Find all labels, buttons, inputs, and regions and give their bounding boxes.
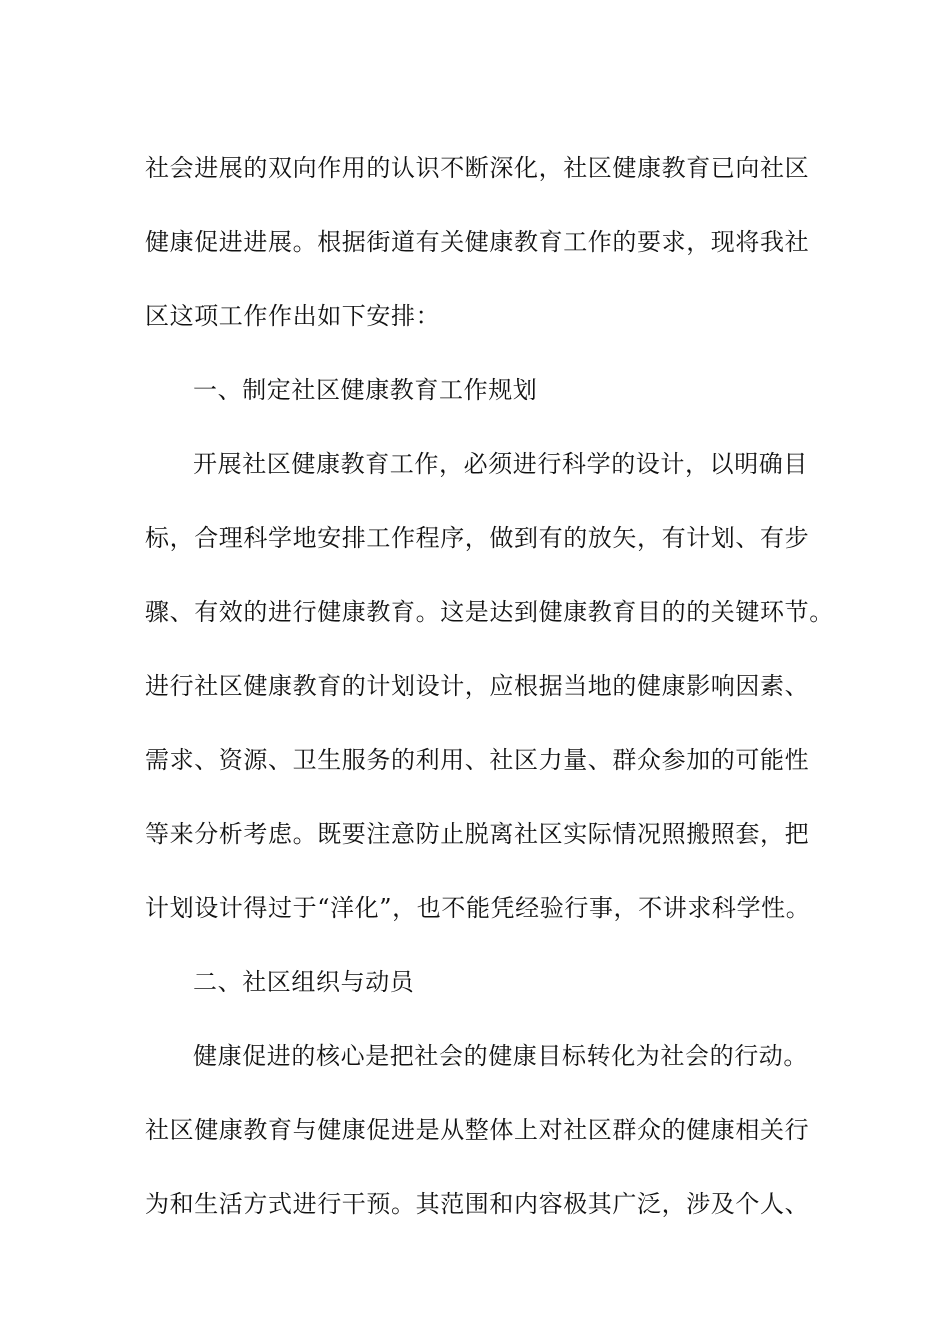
text-line: 计划设计得过于“洋化”，也不能凭经验行事，不讲求科学性。 <box>145 894 811 922</box>
text-line: 开展社区健康教育工作，必须进行科学的设计，以明确目 <box>193 450 808 478</box>
text-line: 社区健康教育与健康促进是从整体上对社区群众的健康相关行 <box>145 1116 810 1144</box>
text-line: 健康促进的核心是把社会的健康目标转化为社会的行动。 <box>193 1042 808 1070</box>
section-heading: 一、制定社区健康教育工作规划 <box>193 376 538 404</box>
text-line: 区这项工作作出如下安排： <box>145 302 441 330</box>
text-line: 等来分析考虑。既要注意防止脱离社区实际情况照搬照套，把 <box>145 820 810 848</box>
text-line: 进行社区健康教育的计划设计，应根据当地的健康影响因素、 <box>145 672 810 700</box>
text-line: 健康促进进展。根据街道有关健康教育工作的要求，现将我社 <box>145 228 810 256</box>
text-line: 骤、有效的进行健康教育。这是达到健康教育目的的关键环节。 <box>145 598 834 626</box>
text-line: 社会进展的双向作用的认识不断深化，社区健康教育已向社区 <box>145 154 810 182</box>
text-line: 标，合理科学地安排工作程序，做到有的放矢，有计划、有步 <box>145 524 810 552</box>
section-heading: 二、社区组织与动员 <box>193 968 415 996</box>
text-line: 为和生活方式进行干预。其范围和内容极其广泛，涉及个人、 <box>145 1190 810 1218</box>
document-body <box>145 131 834 1241</box>
text-line: 需求、资源、卫生服务的利用、社区力量、群众参加的可能性 <box>145 746 810 774</box>
